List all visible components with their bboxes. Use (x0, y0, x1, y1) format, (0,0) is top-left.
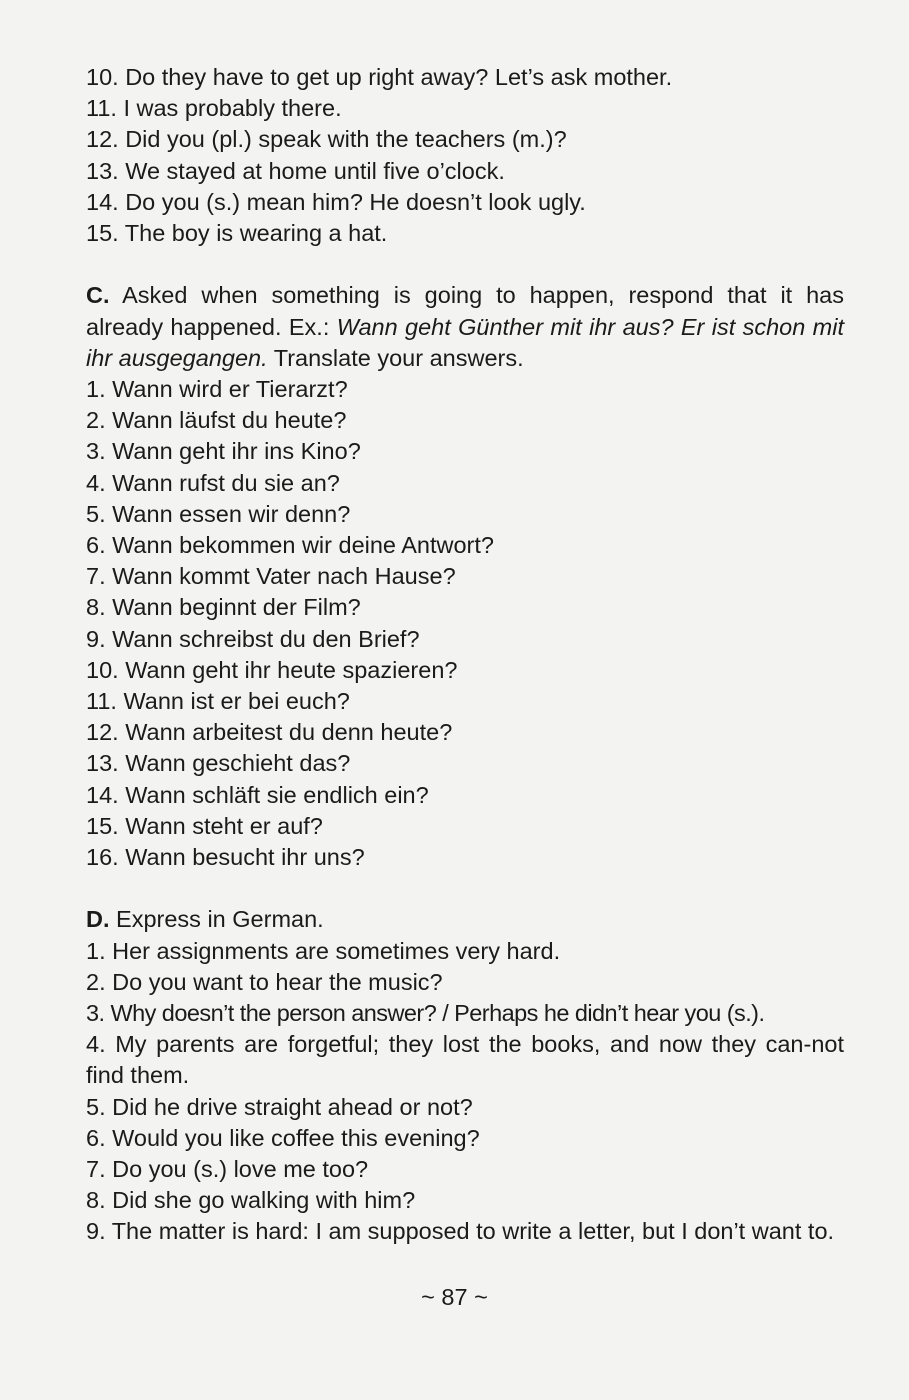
list-item: 5. Wann essen wir denn? (86, 500, 351, 527)
list-item: 11. I was probably there. (86, 95, 342, 122)
list-item: 14. Do you (s.) mean him? He doesn’t look ugly. (86, 188, 586, 215)
list-item: 15. Wann steht er auf? (86, 812, 323, 839)
list-item: 7. Wann kommt Vater nach Hause? (86, 563, 456, 590)
section-d (86, 904, 844, 1247)
list-item: 4. Wann rufst du sie an? (86, 469, 340, 496)
list-item: 6. Wann bekommen wir deine Antwort? (86, 532, 494, 559)
list-item: 8. Did she go walking with him? (86, 1187, 416, 1214)
section-c-instructions (86, 280, 844, 374)
list-item: 3. Wann geht ihr ins Kino? (86, 438, 361, 465)
instruction-text: Express in German. (109, 906, 324, 933)
list-item: 9. Wann schreibst du den Brief? (86, 625, 420, 652)
list-item: 1. Wann wird er Tierarzt? (86, 376, 348, 403)
list-item: 10. Wann geht ihr heute spazieren? (86, 656, 458, 683)
list-item: 11. Wann ist er bei euch? (86, 688, 350, 715)
list-item: 7. Do you (s.) love me too? (86, 1156, 369, 1183)
list-item: 12. Did you (pl.) speak with the teachers (m.)? (86, 126, 567, 153)
section-c (86, 280, 844, 873)
list-item: 3. Why doesn’t the person answer? / Perhaps he didn’t hear you (s.). (86, 1000, 765, 1027)
list-item: 12. Wann arbeitest du denn heute? (86, 719, 453, 746)
section-gap (86, 249, 844, 280)
instruction-text: Translate your answers. (267, 344, 524, 371)
list-item: 8. Wann beginnt der Film? (86, 594, 361, 621)
example-text: Wann geht Günther mit ihr aus? Er ist schon mit ihr ausgegangen. (86, 313, 844, 371)
list-item: 1. Her assignments are sometimes very hard. (86, 937, 561, 964)
section-b-tail (86, 62, 844, 249)
section-letter: C. (86, 282, 110, 309)
list-item: 6. Would you like coffee this evening? (86, 1124, 480, 1151)
list-item: 5. Did he drive straight ahead or not? (86, 1093, 473, 1120)
list-item: 15. The boy is wearing a hat. (86, 220, 388, 247)
section-gap (86, 873, 844, 904)
list-item: 9. The matter is hard: I am supposed to write a letter, but I don’t want to. (86, 1218, 835, 1245)
section-d-instructions (86, 904, 844, 935)
list-item: 4. My parents are forgetful; they lost the books, and now they can-not find them. (86, 1031, 844, 1089)
page-number: ~ 87 ~ (421, 1284, 488, 1310)
list-item: 2. Do you want to hear the music? (86, 968, 443, 995)
list-item: 16. Wann besucht ihr uns? (86, 844, 365, 871)
section-letter: D. (86, 906, 110, 933)
list-item: 2. Wann läufst du heute? (86, 407, 347, 434)
instruction-text: Asked when something is going to happen, respond that it has already happened. Ex.: (86, 282, 844, 340)
page-body (86, 62, 844, 1248)
list-item: 13. Wann geschieht das? (86, 750, 351, 777)
list-item: 13. We stayed at home until five o’clock. (86, 157, 505, 184)
list-item: 14. Wann schläft sie endlich ein? (86, 781, 429, 808)
list-item: 10. Do they have to get up right away? Let’s ask mother. (86, 64, 673, 90)
